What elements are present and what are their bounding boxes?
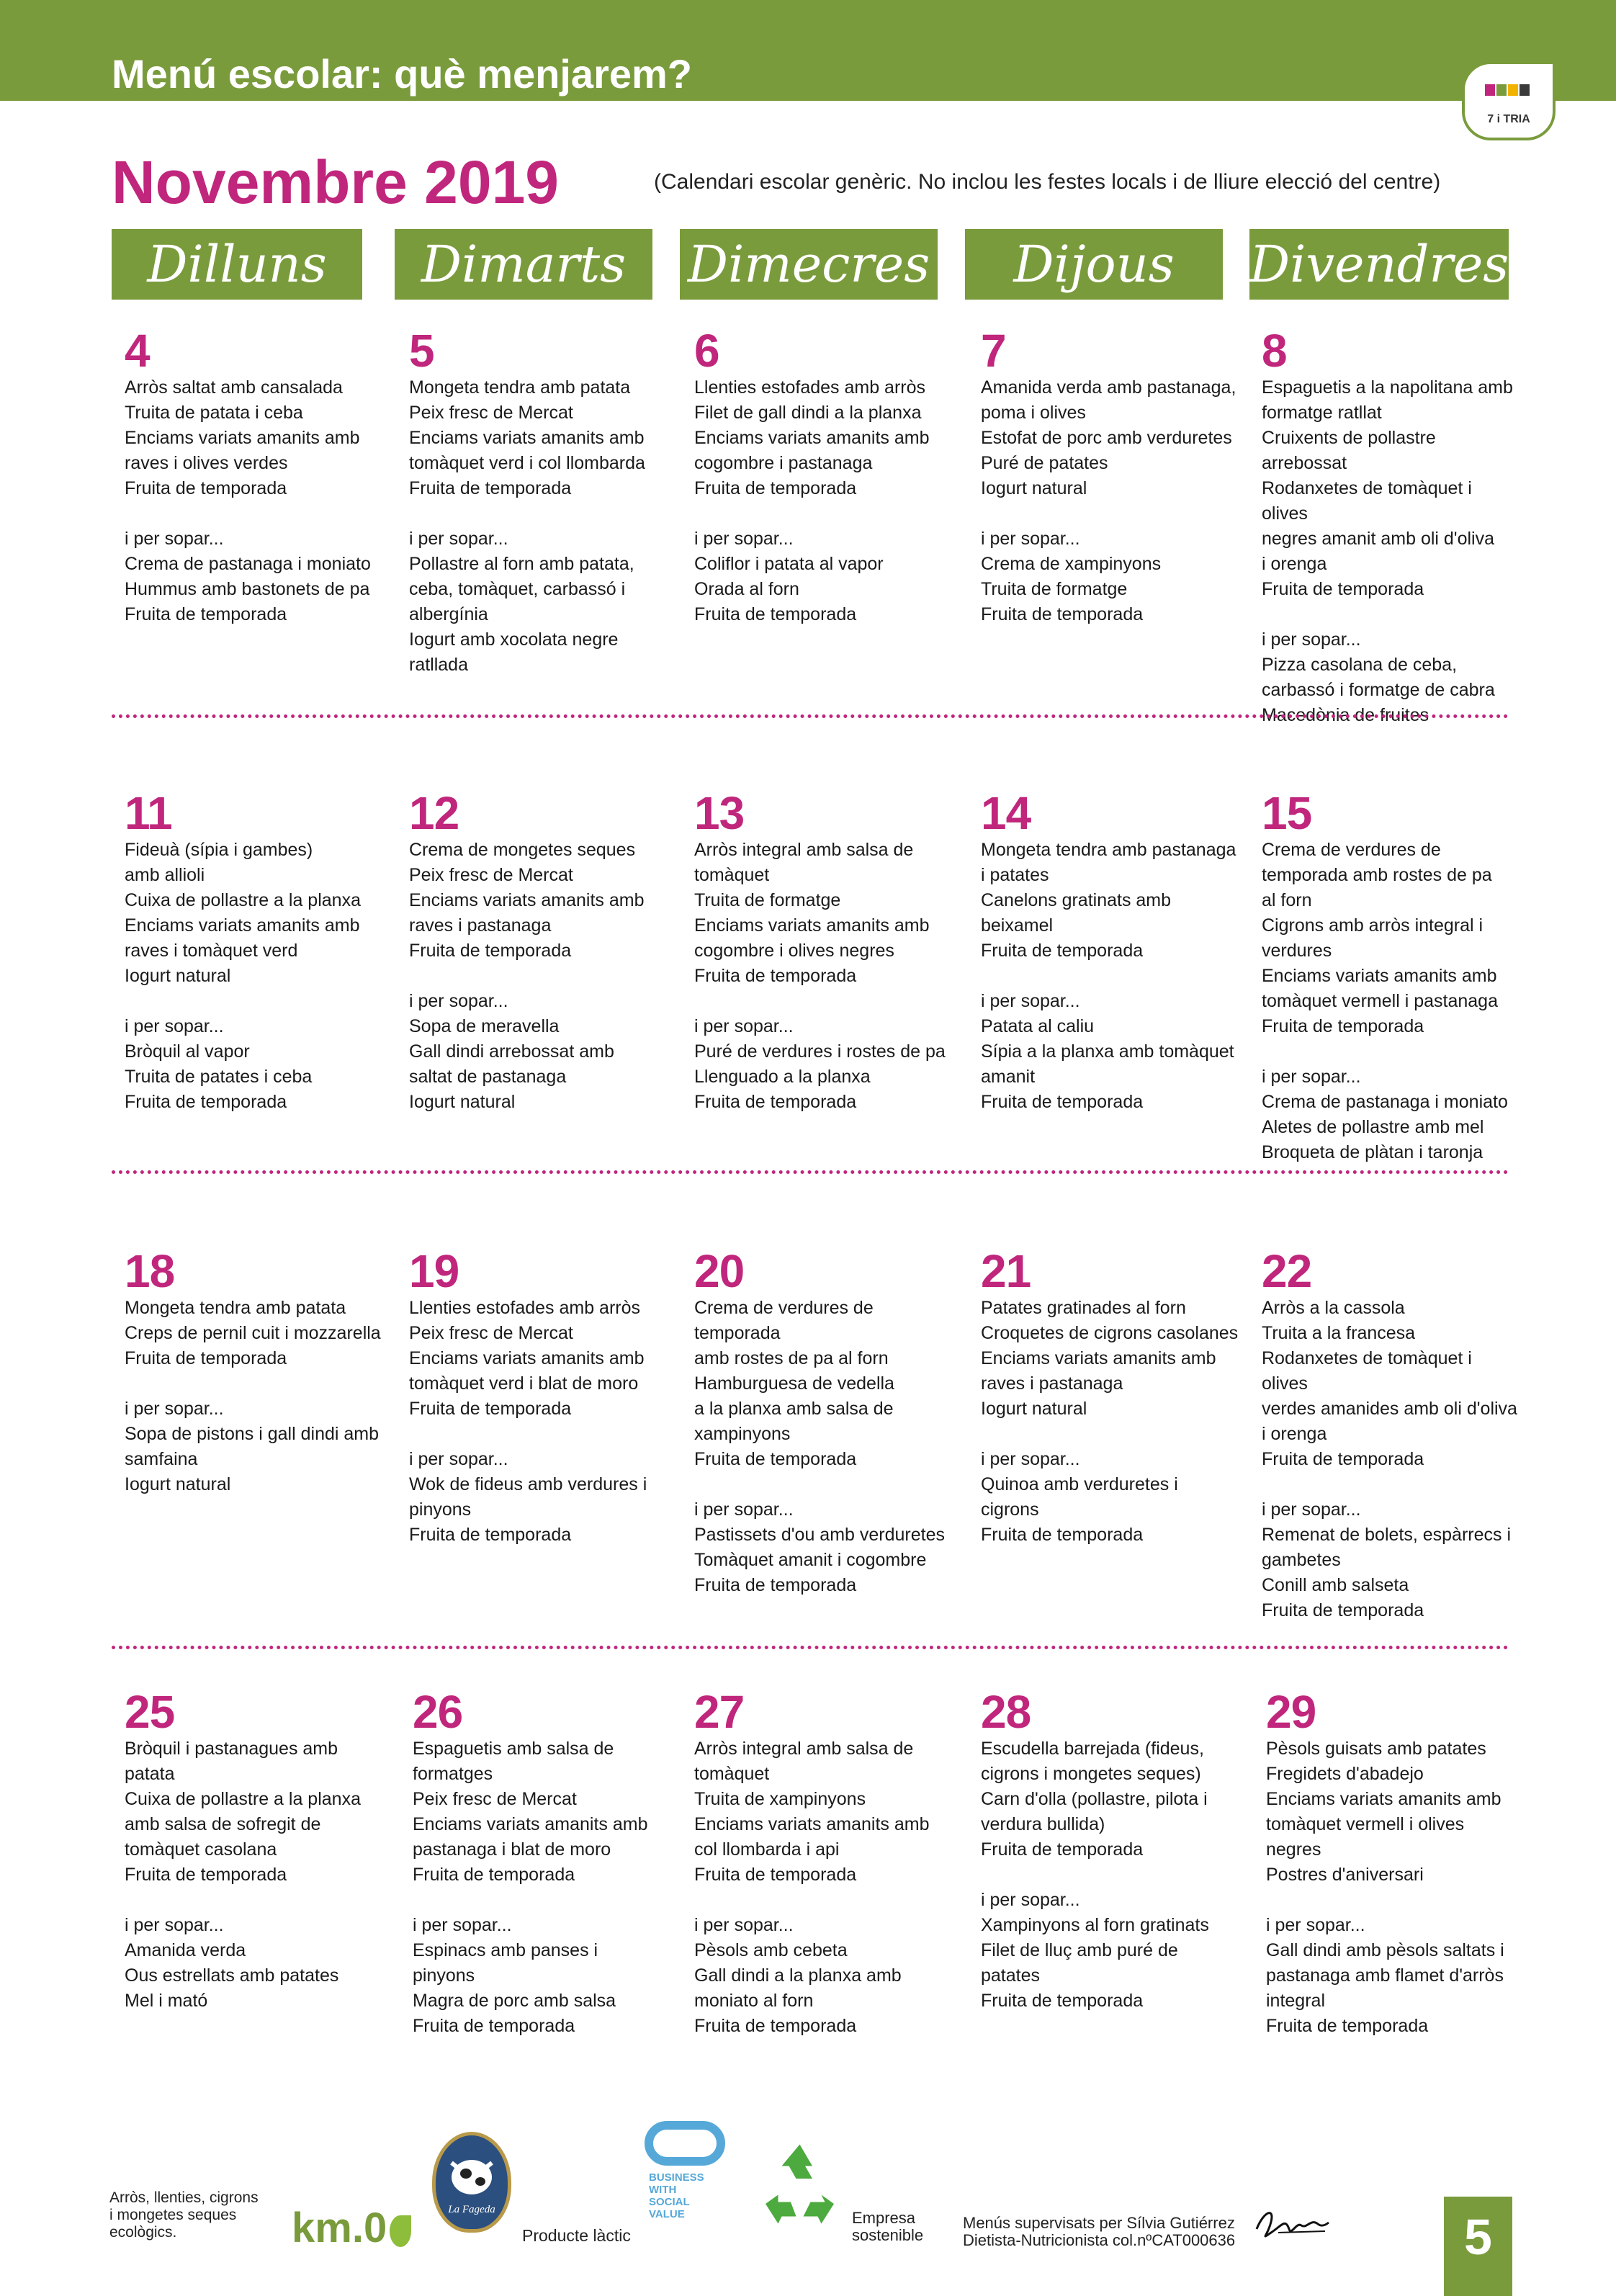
day-menu: Fideuà (sípia i gambes) amb allioli Cuixa de pollastre a la planxa Enciams variats amanits amb raves i tomàquet verd Iogurt natural i per sopar... Bròquil al vapor Truita de patates i ceba Fruita de temporada bbox=[125, 840, 361, 1112]
day-cell bbox=[1262, 1245, 1521, 1623]
day-cell bbox=[694, 1686, 953, 2039]
day-cell bbox=[125, 1245, 384, 1497]
day-menu: Bròquil i pastanagues amb patata Cuixa de pollastre a la planxa amb salsa de sofregit de tomàquet casolana Fruita de temporada i per sopar... Amanida verda Ous estrellats amb patates Mel i mató bbox=[125, 1739, 361, 2011]
day-cell bbox=[409, 325, 668, 678]
day-cell bbox=[125, 1686, 384, 2014]
la-fageda-logo bbox=[432, 2132, 511, 2233]
day-number: 26 bbox=[413, 1686, 463, 1738]
day-cell bbox=[694, 325, 953, 627]
day-menu: Escudella barrejada (fideus, cigrons i mongetes seques) Carn d'olla (pollastre, pilota i verdura bullida) Fruita de temporada i per sopar... Xampinyons al forn gratinats Filet de lluç amb puré de patates Fruita de temporada bbox=[981, 1739, 1209, 2011]
day-menu: Arròs integral amb salsa de tomàquet Truita de xampinyons Enciams variats amanits amb col llombarda i api Fruita de temporada i per sopar... Pèsols amb cebeta Gall dindi a la planxa amb moniato al forn Fruita de temporada bbox=[694, 1739, 930, 2036]
day-number: 28 bbox=[981, 1686, 1031, 1738]
leaf-icon bbox=[390, 2215, 411, 2247]
day-cell bbox=[125, 787, 384, 1115]
page-title: Menú escolar: què menjarem? bbox=[112, 51, 693, 97]
day-cell bbox=[694, 1245, 953, 1598]
day-number: 4 bbox=[125, 325, 150, 377]
day-number: 25 bbox=[125, 1686, 175, 1738]
day-cell bbox=[981, 787, 1240, 1115]
day-menu: Amanida verda amb pastanaga, poma i olives Estofat de porc amb verduretes Puré de patates Iogurt natural i per sopar... Crema de xampinyons Truita de formatge Fruita de temporada bbox=[981, 377, 1236, 624]
day-number: 21 bbox=[981, 1245, 1031, 1297]
day-menu: Llenties estofades amb arròs Filet de gall dindi a la planxa Enciams variats amanits amb cogombre i pastanaga Fruita de temporada i per sopar... Coliflor i patata al vapor Orada al forn Fruita de temporada bbox=[694, 377, 930, 624]
day-menu: Crema de verdures de temporada amb rostes de pa al forn Hamburguesa de vedella a la planxa amb salsa de xampinyons Fruita de temporada i per sopar... Pastissets d'ou amb verduretes Tomàquet amanit i cogombre Fruita de temporada bbox=[694, 1298, 945, 1595]
cow-icon bbox=[436, 2141, 508, 2206]
business-social-value-logo bbox=[645, 2121, 725, 2236]
fageda-label: La Fageda bbox=[448, 2204, 495, 2215]
signature bbox=[1249, 2197, 1332, 2247]
day-cell bbox=[409, 1245, 668, 1548]
dairy-label: Producte làctic bbox=[522, 2226, 631, 2245]
day-menu: Pèsols guisats amb patates Fregidets d'abadejo Enciams variats amanits amb tomàquet vermell i olives negres Postres d'aniversari i per sopar... Gall dindi amb pèsols saltats i pastanaga amb flamet d'arròs integral Fruita de temporada bbox=[1266, 1739, 1504, 2036]
day-menu: Crema de mongetes seques Peix fresc de Mercat Enciams variats amanits amb raves i pastanaga Fruita de temporada i per sopar... Sopa de meravella Gall dindi arrebossat amb saltat de pastanaga Iogurt natural bbox=[409, 840, 645, 1112]
sustainable-label: Empresa sostenible bbox=[852, 2209, 924, 2244]
calendar-note: (Calendari escolar genèric. No inclou les festes locals i de lliure elecció del centre) bbox=[654, 170, 1441, 194]
day-number: 14 bbox=[981, 787, 1031, 839]
logo-text: 7 i TRIA bbox=[1487, 113, 1530, 125]
day-cell bbox=[981, 1245, 1240, 1548]
day-number: 19 bbox=[409, 1245, 459, 1297]
week-separator bbox=[112, 1170, 1509, 1174]
day-number: 11 bbox=[125, 787, 172, 839]
day-number: 29 bbox=[1266, 1686, 1316, 1738]
bsv-label: BUSINESS WITH SOCIAL VALUE bbox=[649, 2171, 704, 2220]
weekday-tuesday: Dimarts bbox=[395, 229, 652, 300]
day-number: 15 bbox=[1262, 787, 1312, 839]
day-menu: Crema de verdures de temporada amb rostes de pa al forn Cigrons amb arròs integral i verdures Enciams variats amanits amb tomàquet vermell i pastanaga Fruita de temporada i per sopar... Crema de pastanaga i moniato Aletes de pollastre amb mel Broqueta de plàtan i taronja bbox=[1262, 840, 1508, 1162]
month-title: Novembre 2019 bbox=[112, 148, 560, 216]
km0-logo bbox=[292, 2204, 411, 2252]
day-menu: Espaguetis amb salsa de formatges Peix fresc de Mercat Enciams variats amanits amb pastanaga i blat de moro Fruita de temporada i per sopar... Espinacs amb panses i pinyons Magra de porc amb salsa Fruita de temporada bbox=[413, 1739, 648, 2036]
brand-logo bbox=[1462, 61, 1556, 140]
day-cell bbox=[409, 787, 668, 1115]
day-cell bbox=[981, 325, 1240, 627]
logo-squares-icon bbox=[1485, 84, 1531, 99]
day-cell bbox=[1262, 787, 1521, 1165]
day-cell bbox=[981, 1686, 1240, 2014]
day-cell bbox=[413, 1686, 672, 2039]
day-menu: Mongeta tendra amb pastanaga i patates Canelons gratinats amb beixamel Fruita de temporada i per sopar... Patata al caliu Sípia a la planxa amb tomàquet amanit Fruita de temporada bbox=[981, 840, 1236, 1112]
day-cell bbox=[1262, 325, 1521, 728]
day-menu: Llenties estofades amb arròs Peix fresc de Mercat Enciams variats amanits amb tomàquet verd i blat de moro Fruita de temporada i per sopar... Wok de fideus amb verdures i pinyons Fruita de temporada bbox=[409, 1298, 647, 1545]
day-menu: Mongeta tendra amb patata Peix fresc de Mercat Enciams variats amanits amb tomàquet verd i col llombarda Fruita de temporada i per sopar... Pollastre al forn amb patata, ceba, tomàquet, carbassó i albergínia Iogurt amb xocolata negre ratllada bbox=[409, 377, 645, 675]
day-number: 12 bbox=[409, 787, 459, 839]
weekday-friday: Divendres bbox=[1249, 229, 1509, 300]
day-menu: Arròs saltat amb cansalada Truita de patata i ceba Enciams variats amanits amb raves i olives verdes Fruita de temporada i per sopar... Crema de pastanaga i moniato Hummus amb bastonets de pa Fruita de temporada bbox=[125, 377, 371, 624]
week-separator bbox=[112, 1646, 1509, 1649]
day-menu: Mongeta tendra amb patata Creps de pernil cuit i mozzarella Fruita de temporada i per sopar... Sopa de pistons i gall dindi amb samfaina Iogurt natural bbox=[125, 1298, 381, 1494]
day-number: 20 bbox=[694, 1245, 745, 1297]
day-number: 22 bbox=[1262, 1245, 1312, 1297]
day-number: 13 bbox=[694, 787, 745, 839]
recycle-icon bbox=[755, 2139, 845, 2229]
day-number: 8 bbox=[1262, 325, 1287, 377]
day-number: 18 bbox=[125, 1245, 175, 1297]
week-separator bbox=[112, 714, 1509, 718]
day-cell bbox=[125, 325, 384, 627]
day-number: 7 bbox=[981, 325, 1006, 377]
day-menu: Arròs a la cassola Truita a la francesa Rodanxetes de tomàquet i olives verdes amanides amb oli d'oliva i orenga Fruita de temporada i per sopar... Remenat de bolets, espàrrecs i gambetes Conill amb salseta Fruita de temporada bbox=[1262, 1298, 1517, 1620]
infinity-icon bbox=[645, 2121, 725, 2166]
day-number: 5 bbox=[409, 325, 434, 377]
day-menu: Espaguetis a la napolitana amb formatge ratllat Cruixents de pollastre arrebossat Rodanxetes de tomàquet i olives negres amanit amb oli d'oliva i orenga Fruita de temporada i per sopar... Pizza casolana de ceba, carbassó i formatge de cabra Macedònia de fruites bbox=[1262, 377, 1513, 725]
supervision-note: Menús supervisats per Sílvia Gutiérrez Dietista-Nutricionista col.nºCAT000636 bbox=[963, 2214, 1236, 2249]
day-menu: Arròs integral amb salsa de tomàquet Truita de formatge Enciams variats amanits amb cogombre i olives negres Fruita de temporada i per sopar... Puré de verdures i rostes de pa Llenguado a la planxa Fruita de temporada bbox=[694, 840, 946, 1112]
day-number: 6 bbox=[694, 325, 719, 377]
day-menu: Patates gratinades al forn Croquetes de cigrons casolanes Enciams variats amanits amb raves i pastanaga Iogurt natural i per sopar... Quinoa amb verduretes i cigrons Fruita de temporada bbox=[981, 1298, 1239, 1545]
eco-note: Arròs, llenties, cigrons i mongetes seques ecològics. bbox=[109, 2189, 259, 2241]
day-number: 27 bbox=[694, 1686, 745, 1738]
day-cell bbox=[1266, 1686, 1525, 2039]
weekday-wednesday: Dimecres bbox=[680, 229, 938, 300]
weekday-monday: Dilluns bbox=[112, 229, 362, 300]
km0-label: km.0 bbox=[292, 2205, 387, 2251]
day-cell bbox=[694, 787, 953, 1115]
page-number: 5 bbox=[1444, 2197, 1512, 2296]
weekday-thursday: Dijous bbox=[965, 229, 1223, 300]
